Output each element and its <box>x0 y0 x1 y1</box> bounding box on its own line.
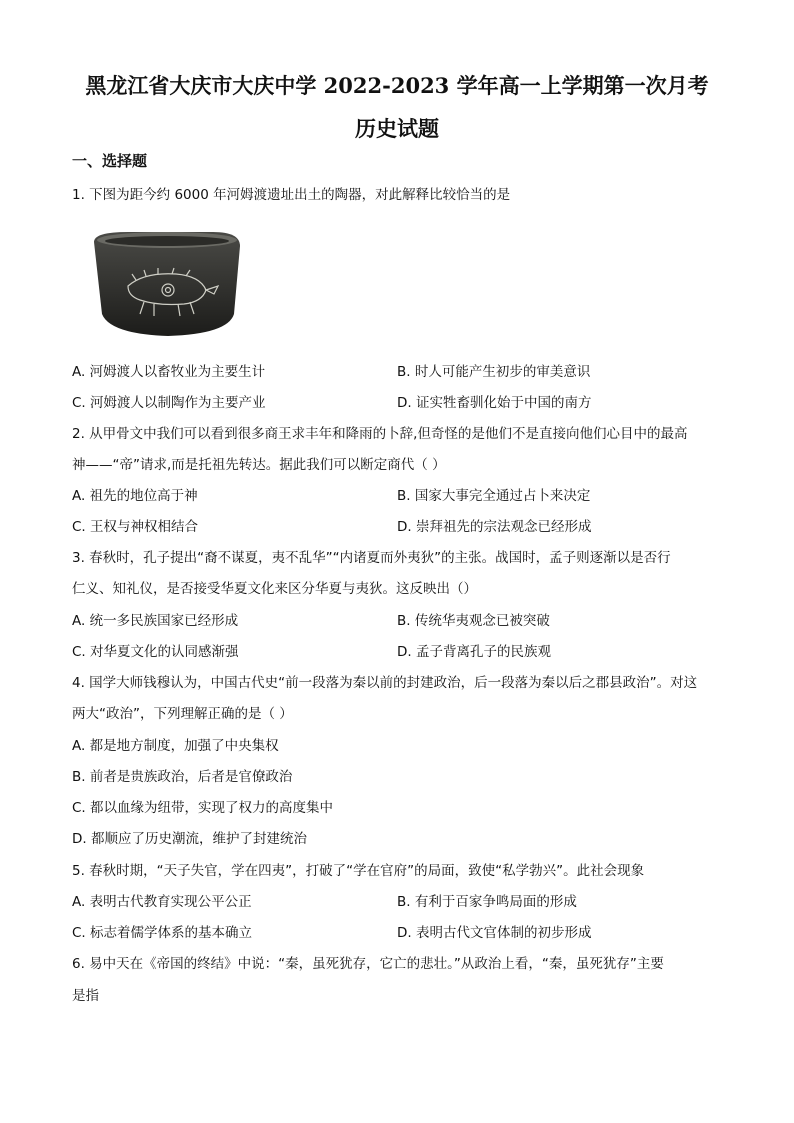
q4-option-a: A. 都是地方制度，加强了中央集权 <box>72 738 279 754</box>
pottery-image <box>88 228 246 340</box>
q4-option-d: D. 都顺应了历史潮流，维护了封建统治 <box>72 831 307 847</box>
q2-option-b: B. 国家大事完全通过占卜来决定 <box>397 488 591 504</box>
q3-stem-line2: 仁义、知礼仪，是否接受华夏文化来区分华夏与夷狄。这反映出（） <box>72 581 477 597</box>
q4-stem-line2: 两大“政治”，下列理解正确的是（ ） <box>72 706 293 722</box>
q2-option-d: D. 崇拜祖先的宗法观念已经形成 <box>397 519 592 535</box>
q1-option-b: B. 时人可能产生初步的审美意识 <box>397 364 591 380</box>
q3-option-b: B. 传统华夷观念已被突破 <box>397 613 550 629</box>
document-subtitle: 历史试题 <box>355 116 439 141</box>
q3-option-d: D. 孟子背离孔子的民族观 <box>397 644 551 660</box>
q1-option-a: A. 河姆渡人以畜牧业为主要生计 <box>72 364 266 380</box>
q1-stem: 1. 下图为距今约 6000 年河姆渡遗址出土的陶器，对此解释比较恰当的是 <box>72 187 511 203</box>
q5-option-d: D. 表明古代文官体制的初步形成 <box>397 925 592 941</box>
q1-option-d: D. 证实牲畜驯化始于中国的南方 <box>397 395 592 411</box>
q4-stem-line1: 4. 国学大师钱穆认为，中国古代史“前一段落为秦以前的封建政治，后一段落为秦以后之郡县政治”。对这 <box>72 675 698 691</box>
q4-option-b: B. 前者是贵族政治，后者是官僚政治 <box>72 769 293 785</box>
q1-option-c: C. 河姆渡人以制陶作为主要产业 <box>72 395 266 411</box>
document-title: 黑龙江省大庆市大庆中学 2022-2023 学年高一上学期第一次月考 <box>85 73 709 98</box>
q2-option-a: A. 祖先的地位高于神 <box>72 488 198 504</box>
q5-option-b: B. 有利于百家争鸣局面的形成 <box>397 894 577 910</box>
q5-option-c: C. 标志着儒学体系的基本确立 <box>72 925 253 941</box>
q5-stem: 5. 春秋时期，“天子失官，学在四夷”，打破了“学在官府”的局面，致使“私学勃兴”。此社会现象 <box>72 863 645 879</box>
q3-stem-line1: 3. 春秋时，孔子提出“裔不谋夏，夷不乱华”“内诸夏而外夷狄”的主张。战国时，孟子则逐渐以是否行 <box>72 550 671 566</box>
section-heading: 一、选择题 <box>72 152 148 170</box>
q3-option-a: A. 统一多民族国家已经形成 <box>72 613 239 629</box>
q3-option-c: C. 对华夏文化的认同感渐强 <box>72 644 239 660</box>
q2-option-c: C. 王权与神权相结合 <box>72 519 199 535</box>
q2-stem-line2: 神——“帝”请求,而是托祖先转达。据此我们可以断定商代（ ） <box>72 457 446 473</box>
q2-stem-line1: 2. 从甲骨文中我们可以看到很多商王求丰年和降雨的卜辞,但奇怪的是他们不是直接向他们心目中的最高 <box>72 426 688 442</box>
q6-stem-line2: 是指 <box>72 988 99 1004</box>
q5-option-a: A. 表明古代教育实现公平公正 <box>72 894 252 910</box>
q4-option-c: C. 都以血缘为纽带，实现了权力的高度集中 <box>72 800 334 816</box>
q6-stem-line1: 6. 易中天在《帝国的终结》中说：“秦，虽死犹存，它亡的悲壮。”从政治上看，“秦，虽死犹存”主要 <box>72 956 664 972</box>
